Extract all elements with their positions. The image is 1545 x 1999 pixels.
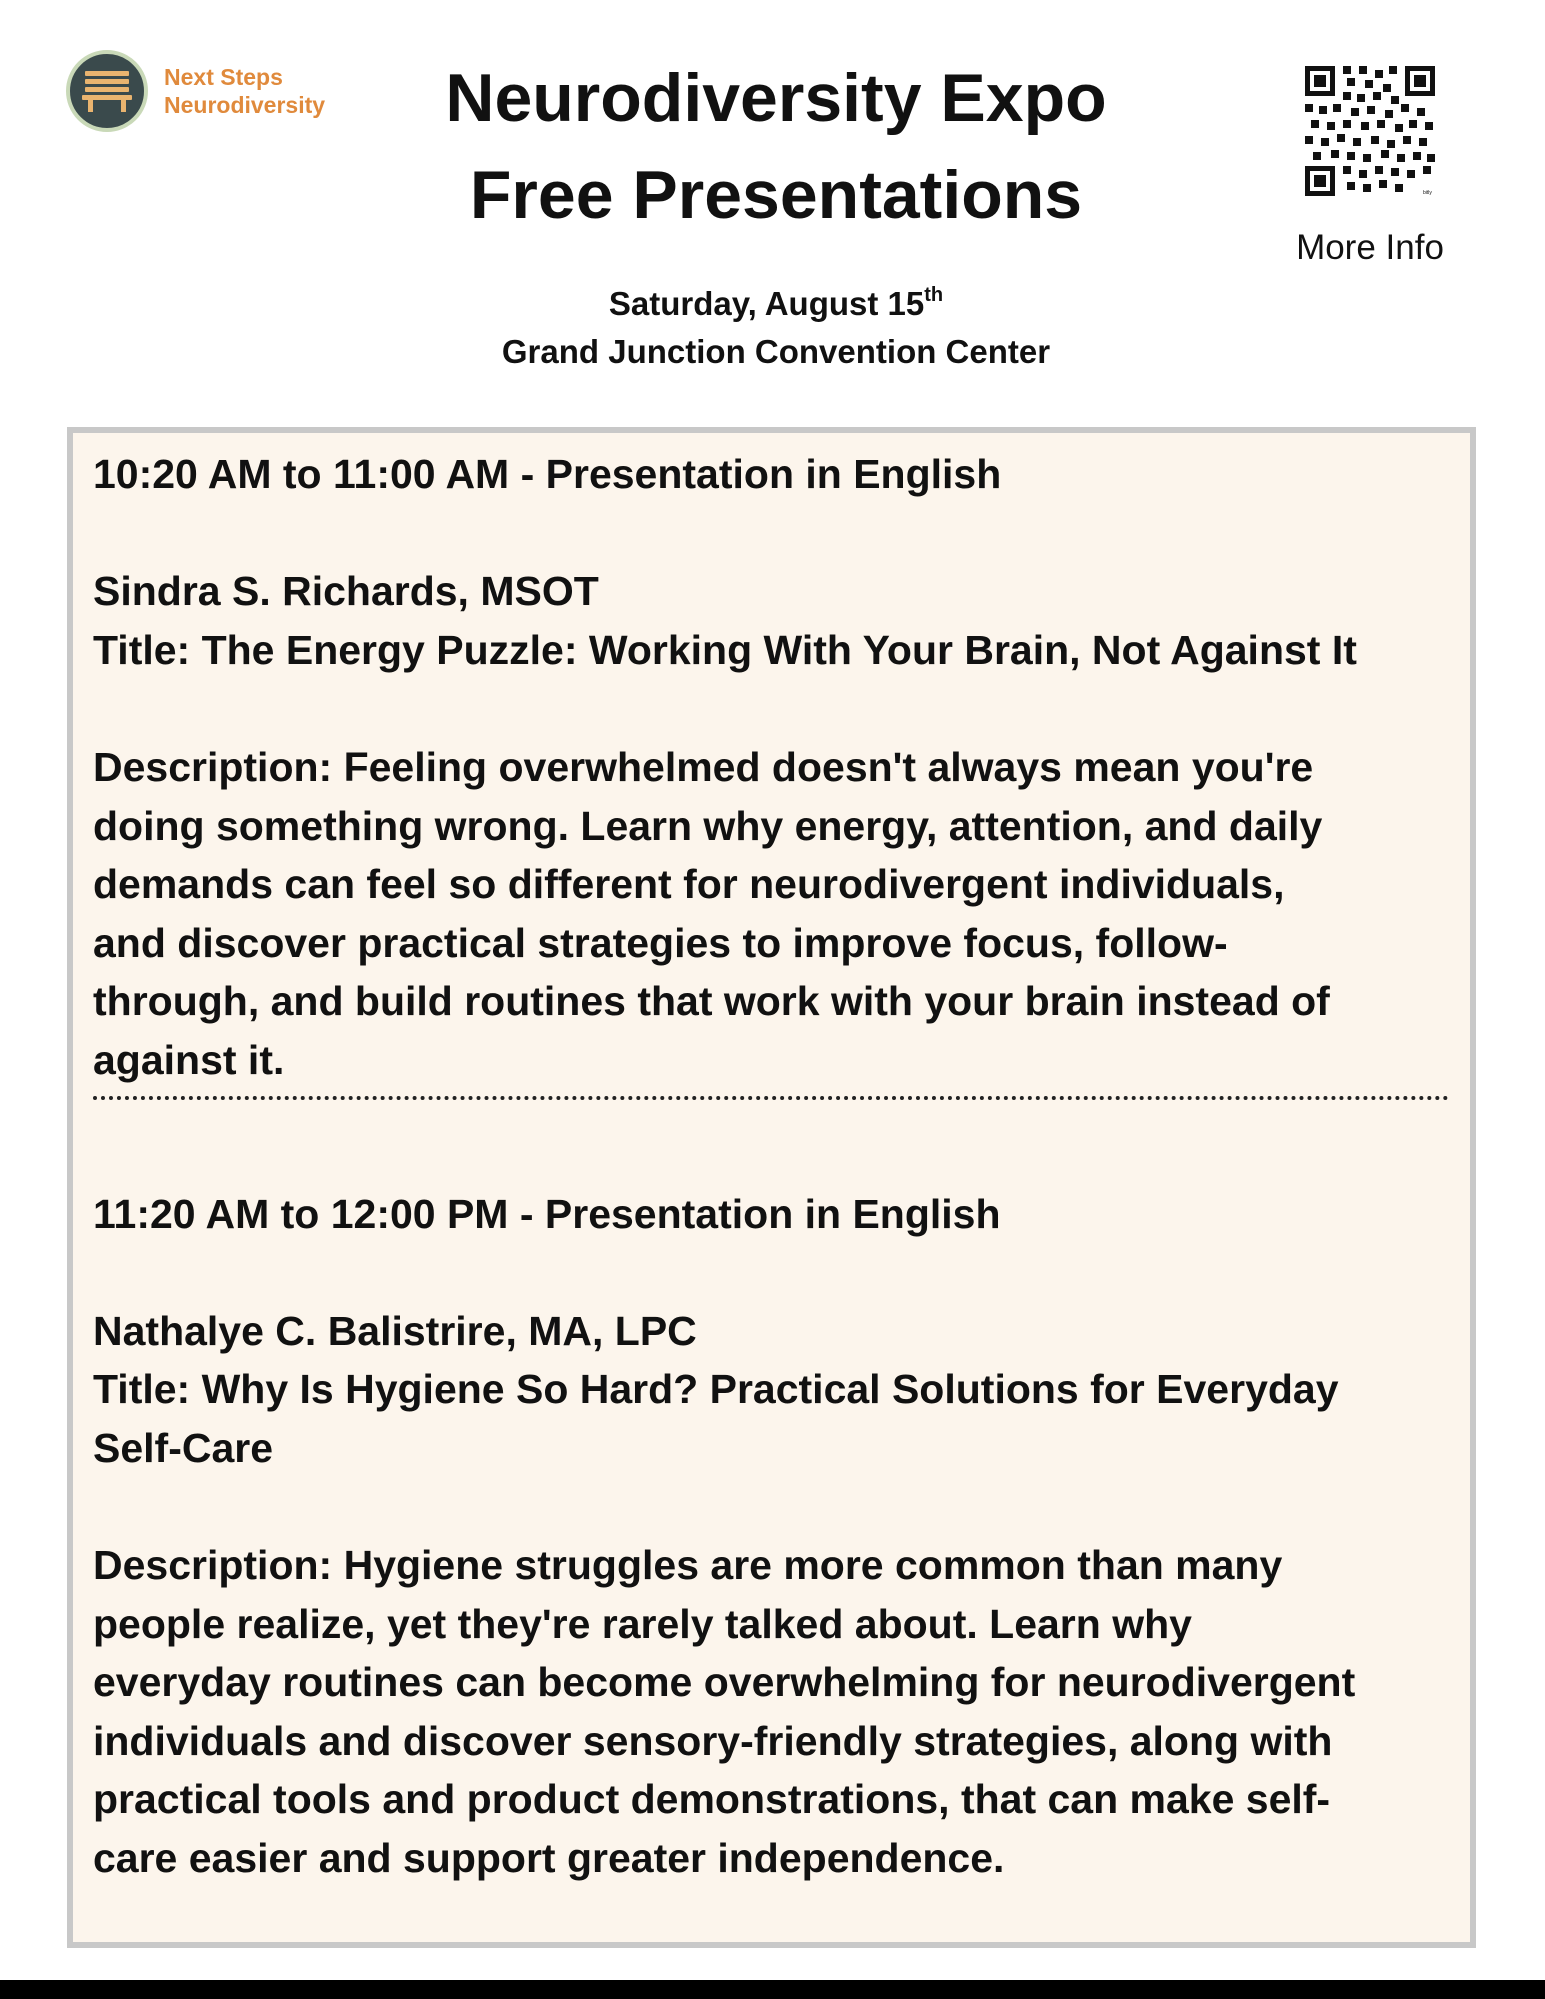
event-date-text: Saturday, August 15 bbox=[608, 285, 925, 322]
session-description-line: individuals and discover sensory-friendly strategies, along with bbox=[93, 1717, 1333, 1764]
session-description-line: against it. bbox=[93, 1036, 285, 1083]
logo-line-1: Next Steps bbox=[164, 64, 283, 90]
title-line-2: Free Presentations bbox=[469, 157, 1083, 233]
session-description-line: practical tools and product demonstrations, that can make self- bbox=[93, 1776, 1331, 1823]
page-title bbox=[376, 50, 1176, 244]
session-description-line: care easier and support greater independence. bbox=[93, 1835, 1005, 1882]
session-description-line: Description: Feeling overwhelmed doesn't always mean you're bbox=[93, 743, 1314, 790]
more-info-qr[interactable] bbox=[1290, 64, 1450, 268]
qr-brand: bitly bbox=[1423, 190, 1432, 196]
session-description-line: through, and build routines that work with your brain instead of bbox=[93, 978, 1330, 1025]
session-description-line: demands can feel so different for neurodivergent individuals, bbox=[93, 861, 1285, 908]
session-title: Title: The Energy Puzzle: Working With Your Brain, Not Against It bbox=[93, 626, 1357, 673]
brand-logo bbox=[66, 50, 325, 132]
event-date bbox=[376, 280, 1176, 328]
qr-code-icon[interactable] bbox=[1303, 64, 1437, 198]
session-description-line: doing something wrong. Learn why energy, attention, and daily bbox=[93, 802, 1323, 849]
session-time: 11:20 AM to 12:00 PM - Presentation in English bbox=[93, 1190, 1001, 1237]
bench-icon bbox=[66, 50, 148, 132]
session-description-line: people realize, yet they're rarely talked about. Learn why bbox=[93, 1600, 1192, 1647]
session-description-line: Description: Hygiene struggles are more common than many bbox=[93, 1542, 1283, 1589]
session-title: Title: Why Is Hygiene So Hard? Practical Solutions for Everyday bbox=[93, 1366, 1339, 1413]
session-description-line: everyday routines can become overwhelming for neurodivergent bbox=[93, 1659, 1356, 1706]
session-time: 10:20 AM to 11:00 AM - Presentation in English bbox=[93, 451, 1002, 497]
session-speaker: Nathalye C. Balistrire, MA, LPC bbox=[93, 1307, 697, 1354]
session-2 bbox=[93, 1185, 1450, 1888]
session-1 bbox=[93, 445, 1450, 1090]
session-description-line: and discover practical strategies to improve focus, follow- bbox=[93, 919, 1228, 966]
presentations-panel bbox=[67, 427, 1476, 1948]
logo-wordmark bbox=[164, 63, 325, 119]
event-details bbox=[376, 280, 1176, 376]
session-speaker: Sindra S. Richards, MSOT bbox=[93, 568, 599, 615]
logo-line-2: Neurodiversity bbox=[164, 92, 326, 118]
more-info-label[interactable]: More Info bbox=[1296, 228, 1444, 267]
event-date-suffix: th bbox=[924, 284, 944, 306]
session-title: Self-Care bbox=[93, 1424, 274, 1471]
title-line-1: Neurodiversity Expo bbox=[445, 60, 1107, 136]
event-venue: Grand Junction Convention Center bbox=[501, 333, 1051, 370]
bottom-edge-bar bbox=[0, 1980, 1545, 1999]
